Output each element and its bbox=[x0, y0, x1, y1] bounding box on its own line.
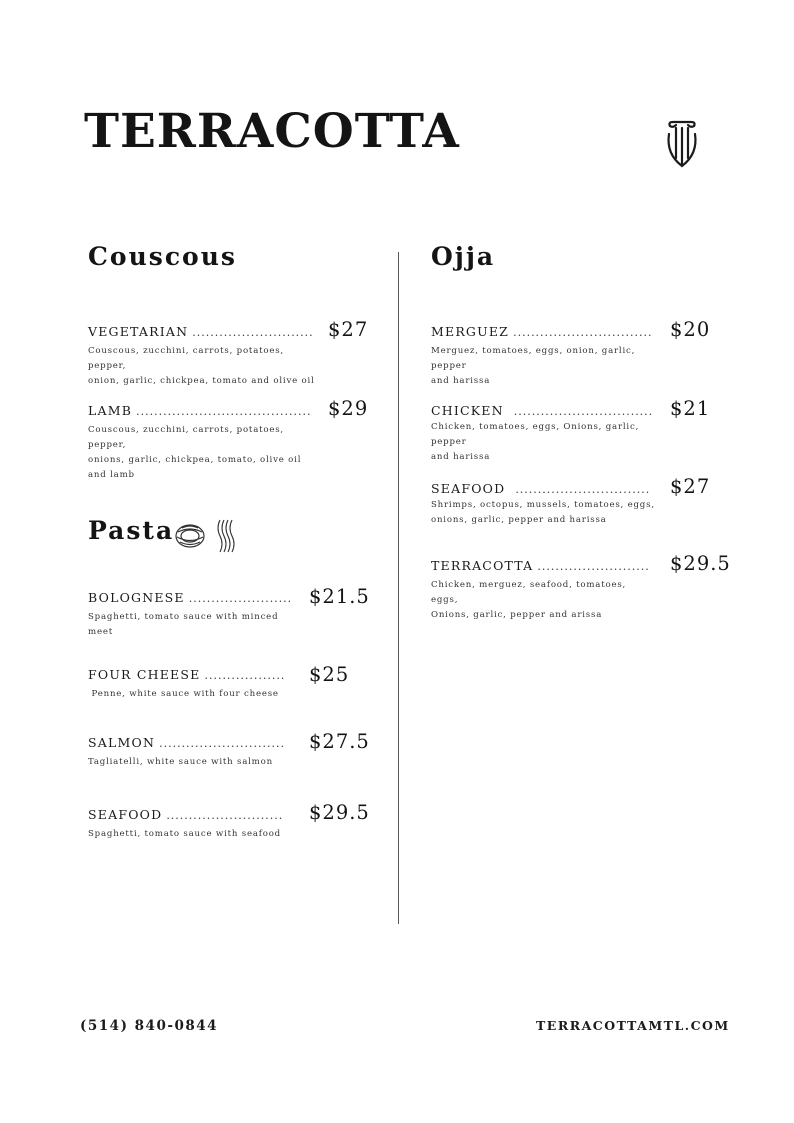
item-name: SEAFOOD bbox=[88, 807, 163, 822]
leader-dots bbox=[166, 809, 282, 822]
leader-dots bbox=[159, 737, 284, 750]
item-price: $21 bbox=[670, 397, 711, 420]
item-name: VEGETARIAN bbox=[88, 324, 189, 339]
item-description: Chicken, merguez, seafood, tomatoes, eggs, Onions, garlic, pepper and arissa bbox=[431, 580, 627, 620]
leader-dots bbox=[189, 592, 290, 605]
menu-item bbox=[431, 558, 653, 623]
item-price: $25 bbox=[309, 663, 350, 686]
menu-item bbox=[431, 403, 657, 465]
item-name: FOUR CHEESE bbox=[88, 667, 201, 682]
item-description: Tagliatelli, white sauce with salmon bbox=[88, 757, 273, 767]
phone-number: (514) 840-0844 bbox=[80, 1018, 219, 1034]
item-price: $21.5 bbox=[309, 585, 370, 608]
item-price: $29 bbox=[328, 397, 369, 420]
restaurant-name: TERRACOTTA bbox=[84, 104, 460, 159]
item-description: Spaghetti, tomato sauce with seafood bbox=[88, 829, 281, 839]
item-price: $29.5 bbox=[670, 552, 731, 575]
leader-dots bbox=[192, 326, 312, 339]
leader-dots bbox=[136, 405, 312, 418]
menu-item bbox=[88, 807, 286, 842]
item-name: SEAFOOD bbox=[431, 481, 506, 496]
item-description: Couscous, zucchini, carrots, potatoes, pepper, onion, garlic, chickpea, tomato and olive oil bbox=[88, 346, 315, 386]
item-name: LAMB bbox=[88, 403, 133, 418]
leader-dots bbox=[515, 483, 651, 496]
item-description: Shrimps, octopus, mussels, tomatoes, eggs, onions, garlic, pepper and harissa bbox=[431, 500, 655, 525]
item-price: $27 bbox=[328, 318, 369, 341]
item-description: Couscous, zucchini, carrots, potatoes, pepper, onions, garlic, chickpea, tomato, olive oil and lamb bbox=[88, 425, 302, 480]
menu-item bbox=[88, 735, 288, 770]
leader-dots bbox=[204, 669, 284, 682]
menu-item bbox=[431, 481, 655, 528]
menu-item bbox=[88, 590, 294, 640]
item-name: TERRACOTTA bbox=[431, 558, 534, 573]
menu-item bbox=[431, 324, 657, 389]
item-price: $20 bbox=[670, 318, 711, 341]
leader-dots bbox=[514, 405, 653, 418]
item-name: SALMON bbox=[88, 735, 156, 750]
leader-dots bbox=[537, 560, 649, 573]
pasta-bowl-icon bbox=[176, 525, 204, 547]
menu-item bbox=[88, 324, 316, 389]
item-description: Penne, white sauce with four cheese bbox=[88, 689, 279, 699]
pasta-strands-icon bbox=[218, 520, 234, 552]
item-price: $27.5 bbox=[309, 730, 370, 753]
item-name: CHICKEN bbox=[431, 403, 504, 418]
website-link: TERRACOTTAMTL.COM bbox=[536, 1018, 730, 1033]
section-title-couscous: Couscous bbox=[88, 242, 237, 271]
column-divider bbox=[398, 252, 399, 924]
item-description: Chicken, tomatoes, eggs, Onions, garlic, pepper and harissa bbox=[431, 422, 640, 462]
section-title-ojja: Ojja bbox=[431, 242, 496, 271]
menu-item bbox=[88, 667, 288, 702]
leader-dots bbox=[513, 326, 653, 339]
lyre-column-icon bbox=[664, 120, 700, 170]
item-price: $29.5 bbox=[309, 801, 370, 824]
item-price: $27 bbox=[670, 475, 711, 498]
pasta-illustration bbox=[172, 514, 244, 558]
item-description: Spaghetti, tomato sauce with minced meet bbox=[88, 612, 279, 637]
section-title-pasta: Pasta bbox=[88, 516, 175, 545]
item-description: Merguez, tomatoes, eggs, onion, garlic, pepper and harissa bbox=[431, 346, 636, 386]
item-name: MERGUEZ bbox=[431, 324, 510, 339]
menu-item bbox=[88, 403, 316, 483]
item-name: BOLOGNESE bbox=[88, 590, 185, 605]
